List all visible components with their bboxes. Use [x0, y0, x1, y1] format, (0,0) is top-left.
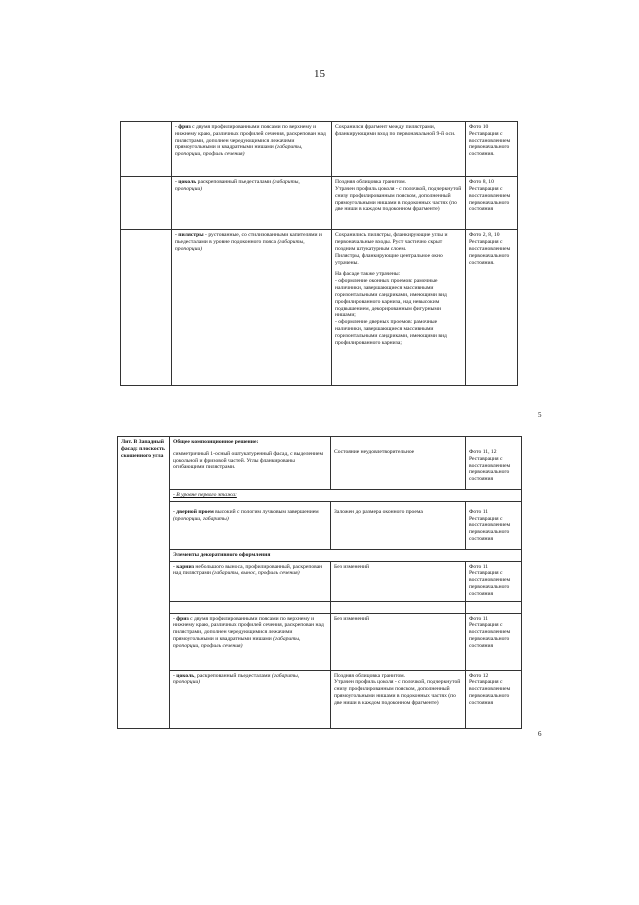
table-row [118, 490, 522, 502]
photo-cell: Фото 12 Реставрация с восстановлением первоначального состояния [466, 670, 522, 728]
state-cell: Без изменений [331, 561, 466, 601]
photo-cell: Фото 8, 10 Реставрация с восстановлением первоначального состояния [466, 177, 518, 230]
item-cell: - дверной проем высокий с пологим лучковым завершением (пропорции, габариты) [170, 501, 331, 549]
state-cell: Поздняя облицовка гранитом. Утрачен профиль цоколя - с полочкой, подчеркнутой снизу профилированным пояском, дополненный прямоугольными нишами в подоконных частях (по две ниши в каждом подоконном фрагменте) [332, 177, 466, 230]
item-cell: - фриз с двумя профилированными поясами по верхнему и нижнему краю, различных профилей сечения, раскрепован над пилястрами, дополнен чередующимися лежачими прямоугольными и квадратными нишами (габариты, пропорции, профиль сечения) [170, 613, 331, 670]
table-row [118, 613, 522, 670]
table-row [121, 122, 518, 177]
table-row [121, 177, 518, 230]
side-cell [121, 122, 172, 177]
spacer-row [118, 601, 522, 613]
side-label-cell: Лит. В Западный фасад: плоскость скошенного угла [118, 437, 170, 729]
table-row [118, 501, 522, 549]
sheet-mark: 6 [538, 730, 542, 738]
side-cell [121, 230, 172, 386]
sheet-mark: 5 [538, 411, 542, 419]
table-row [118, 549, 522, 561]
photo-cell: Фото 11 Реставрация с восстановлением первоначального состояния [466, 561, 522, 601]
photo-cell: Фото 10 Реставрация с восстановлением первоначального состояния. [466, 122, 518, 177]
photo-cell: Фото 11 Реставрация с восстановлением первоначального состояния [466, 613, 522, 670]
monument-table-2 [117, 436, 522, 729]
state-cell: Без изменений [331, 613, 466, 670]
item-cell: Общее композиционное решение: симметричный 1-осный оштукатуренный фасад, с выделением цокольной и фризовой частей. Углы фланкированы огибающими пилястрами. [170, 437, 331, 490]
table-row [118, 437, 522, 490]
photo-cell: Фото 11, 12 Реставрация с восстановлением первоначального состояния [466, 437, 522, 490]
item-cell: - пилястры - рустованные, со стилизованными капителями и пьедесталами в уровне подоконного пояса (габариты, пропорции) [172, 230, 332, 386]
item-cell: - цоколь раскрепованный пьедесталами (габариты, пропорции) [172, 177, 332, 230]
photo-cell: Фото 11 Реставрация с восстановлением первоначального состояния [466, 501, 522, 549]
table-row [118, 670, 522, 728]
state-cell: Сохранился фрагмент между пилястрами, фланкирующими вход по первоначальной 9-й оси. [332, 122, 466, 177]
page-number: 15 [314, 68, 325, 80]
section-heading-cell: Элементы декоративного оформления [170, 549, 522, 561]
item-cell: - цоколь, раскрепованный пьедесталами (габариты, пропорции) [170, 670, 331, 728]
item-cell: - фриз с двумя профилированными поясами по верхнему и нижнему краю, различных профилей сечения, раскрепован над пилястрами, дополнен чередующимися лежачими прямоугольными и квадратными нишами (габариты, пропорции, профиль сечения) [172, 122, 332, 177]
state-cell: Сохранились пилястры, фланкирующие углы и первоначальные входы. Руст частично скрыт поздним штукатурным слоем. Пилястры, фланкирующие центральное окно утрачены. На фасаде также утрачены: - оформление оконных проемов: рамочные наличники, завершающиеся массивными горизонтальными сандриками, имеющими вид профилированного карниза, над невысоким подвышением, декорированным фигурными нишами; - оформление дверных проемов: рамочные наличники, завершающиеся массивными горизонтальными сандриками, имеющими вид профилированного карниза; [332, 230, 466, 386]
state-cell: Поздняя облицовка гранитом. Утрачен профиль цоколя - с полочкой, подчеркнутой снизу профилированным пояском, дополненный прямоугольными нишами в подоконных частях (по две ниши в каждом подоконном фрагменте) [331, 670, 466, 728]
floor-heading-cell: - В уровне первого этажа: [170, 490, 522, 502]
item-cell: - карниз небольшого выноса, профилированный, раскрепован над пилястрами (габариты, вынос, профиль сечения) [170, 561, 331, 601]
table-row [118, 561, 522, 601]
state-cell: Заложен до размера оконного проема [331, 501, 466, 549]
state-cell: Состояние неудовлетворительное [331, 437, 466, 490]
monument-table-1 [120, 121, 518, 386]
photo-cell: Фото 2, 8, 10 Реставрация с восстановлением первоначального состояния. [466, 230, 518, 386]
side-cell [121, 177, 172, 230]
table-row [121, 230, 518, 386]
